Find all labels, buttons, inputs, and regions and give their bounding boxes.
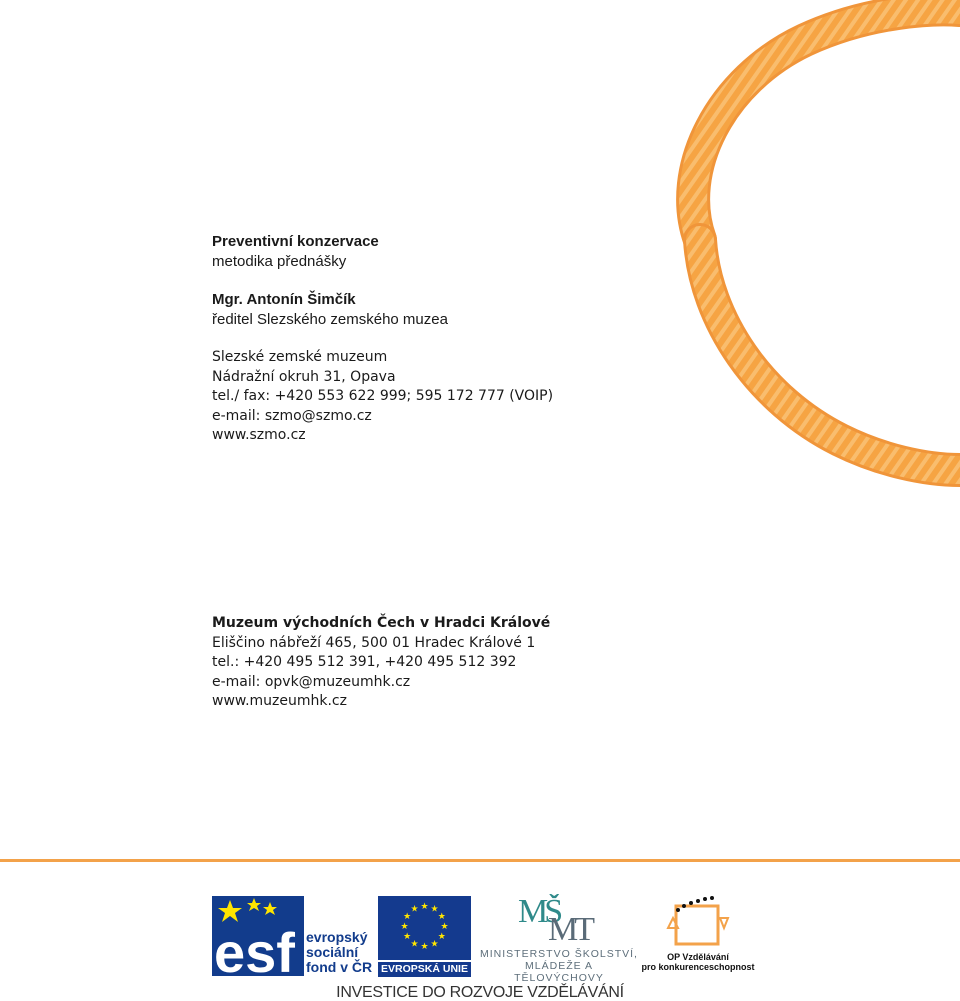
mvc-email[interactable]: e-mail: opvk@muzeumhk.cz bbox=[212, 673, 411, 690]
msmt-logo-icon bbox=[518, 894, 608, 942]
opvk-text bbox=[640, 952, 756, 972]
orange-divider bbox=[0, 859, 960, 862]
eu-label: EVROPSKÁ UNIE bbox=[378, 962, 471, 977]
mvc-website[interactable]: www.muzeumhk.cz bbox=[212, 693, 347, 709]
mvc-phone: tel.: +420 495 512 391, +420 495 512 392 bbox=[212, 654, 517, 670]
szmo-address: Nádražní okruh 31, Opava bbox=[212, 368, 396, 385]
opvk-line-1: OP Vzdělávání bbox=[667, 952, 729, 962]
esf-line-3: fond v ČR bbox=[306, 959, 373, 975]
svg-text:★: ★ bbox=[437, 912, 446, 922]
footer-slogan: INVESTICE DO ROZVOJE VZDĚLÁVÁNÍ bbox=[336, 984, 624, 1001]
msmt-text bbox=[480, 948, 638, 984]
publication-title-block bbox=[212, 232, 379, 271]
msmt-line-1: MINISTERSTVO ŠKOLSTVÍ, bbox=[480, 948, 638, 960]
szmo-phone: tel./ fax: +420 553 622 999; 595 172 777 (VOIP) bbox=[212, 388, 554, 404]
author-role: ředitel Slezského zemského muzea bbox=[212, 310, 448, 328]
szmo-email[interactable]: e-mail: szmo@szmo.cz bbox=[212, 407, 372, 424]
esf-text bbox=[306, 930, 372, 975]
svg-text:★: ★ bbox=[440, 922, 449, 932]
mvc-name: Muzeum východních Čech v Hradci Králové bbox=[212, 615, 551, 631]
svg-text:esf: esf bbox=[214, 921, 295, 976]
svg-text:★: ★ bbox=[410, 939, 419, 950]
svg-text:★: ★ bbox=[410, 904, 419, 915]
svg-text:★: ★ bbox=[430, 904, 439, 915]
svg-text:★: ★ bbox=[403, 932, 412, 942]
msmt-line-2: MLÁDEŽE A TĚLOVÝCHOVY bbox=[514, 960, 604, 984]
svg-text:★: ★ bbox=[403, 912, 412, 922]
szmo-website[interactable]: www.szmo.cz bbox=[212, 427, 306, 443]
opvk-logo-icon bbox=[664, 896, 732, 950]
author-block bbox=[212, 290, 448, 329]
eu-flag-icon bbox=[378, 896, 471, 960]
szmo-contact-block bbox=[212, 348, 553, 446]
publication-subtitle: metodika přednášky bbox=[212, 252, 347, 270]
svg-text:★: ★ bbox=[420, 902, 429, 912]
esf-line-1: evropský bbox=[306, 929, 368, 945]
svg-text:★: ★ bbox=[437, 932, 446, 942]
esf-line-2: sociální bbox=[306, 944, 359, 960]
szmo-name: Slezské zemské muzeum bbox=[212, 349, 388, 365]
mvc-contact-block bbox=[212, 614, 550, 712]
svg-text:MŠ: MŠ bbox=[518, 894, 560, 930]
publication-title: Preventivní konzervace bbox=[212, 233, 379, 250]
mvc-address: Eliščino nábřeží 465, 500 01 Hradec Králové 1 bbox=[212, 634, 536, 651]
svg-text:★: ★ bbox=[420, 942, 429, 952]
svg-text:★: ★ bbox=[400, 922, 409, 932]
svg-text:★: ★ bbox=[430, 939, 439, 950]
opvk-line-2: pro konkurenceschopnost bbox=[641, 962, 755, 972]
svg-text:MT: MT bbox=[548, 911, 591, 942]
author-name: Mgr. Antonín Šimčík bbox=[212, 291, 356, 308]
